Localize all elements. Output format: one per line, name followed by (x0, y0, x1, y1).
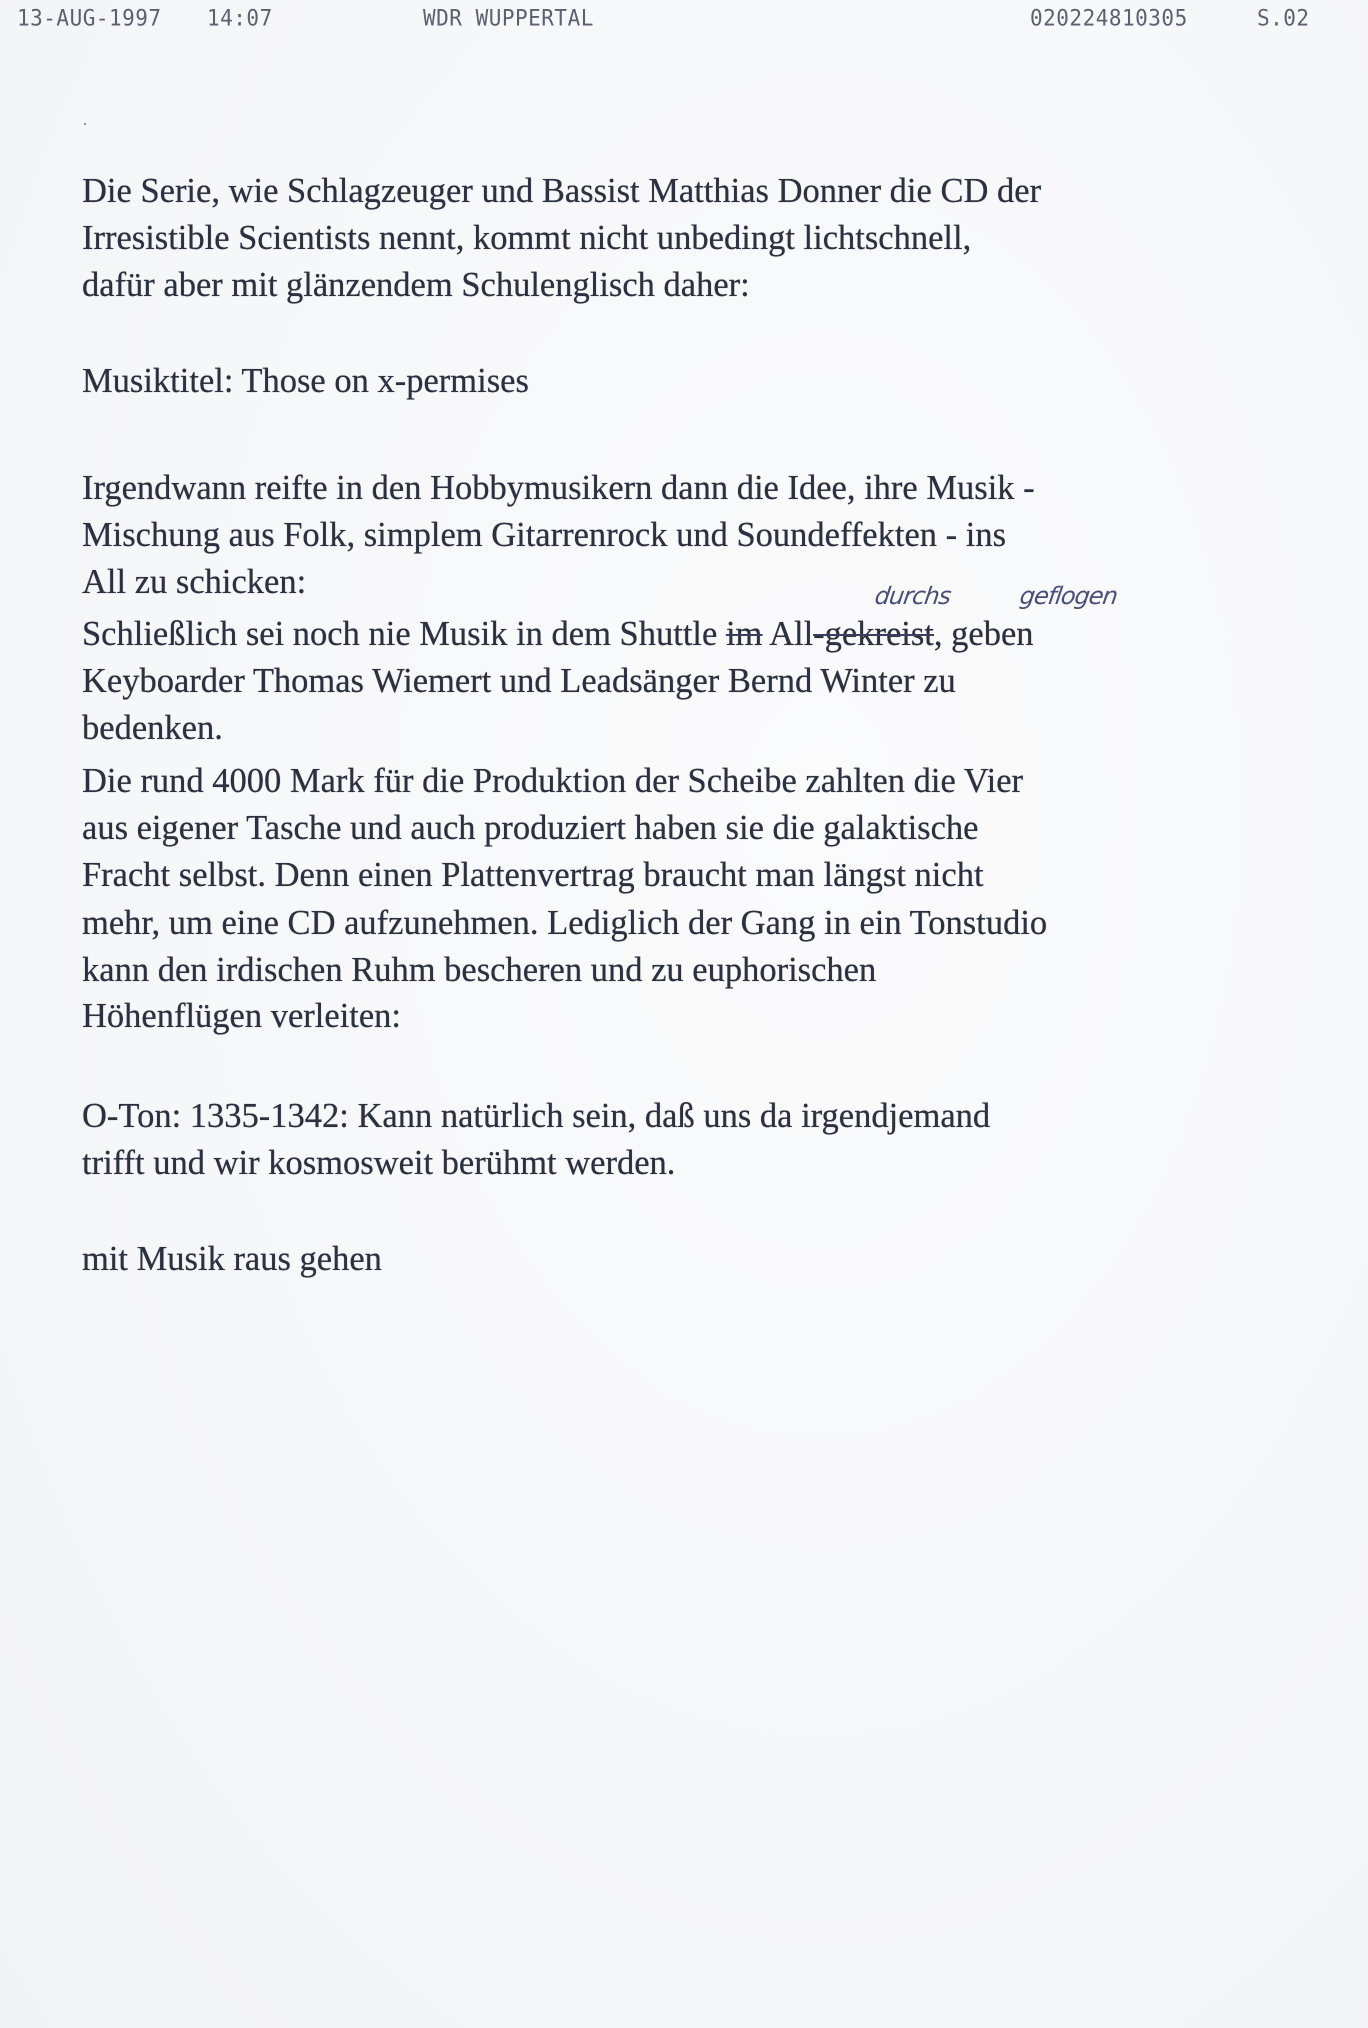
corrected-line (82, 617, 1034, 652)
fax-page-number: S.02 (1257, 5, 1310, 31)
text-line: trifft und wir kosmosweit berühmt werden. (82, 1144, 676, 1182)
text-line: Höhenflügen verleiten: (82, 997, 402, 1035)
text-line: Irresistible Scientists nennt, kommt nicht unbedingt lichtschnell, (82, 219, 972, 257)
text-line: Keyboarder Thomas Wiemert und Leadsänger Bernd Winter zu (82, 662, 956, 700)
fax-date: 13-AUG-1997 (17, 5, 162, 31)
text-line: Mischung aus Folk, simplem Gitarrenrock und Soundeffekten - ins (82, 516, 1007, 554)
text-line: kann den irdischen Ruhm bescheren und zu euphorischen (82, 951, 877, 989)
fax-time: 14:07 (207, 5, 273, 31)
text-line: O-Ton: 1335-1342: Kann natürlich sein, daß uns da irgendjemand (82, 1097, 991, 1135)
text-segment: , geben (933, 615, 1034, 653)
text-line: mehr, um eine CD aufzunehmen. Lediglich der Gang in ein Tonstudio (82, 904, 1048, 942)
text-line: Die Serie, wie Schlagzeuger und Bassist Matthias Donner die CD der (82, 172, 1042, 210)
text-segment: All (762, 615, 814, 653)
handwritten-correction: geflogen (1018, 582, 1119, 610)
text-line: Fracht selbst. Denn einen Plattenvertrag braucht man längst nicht (82, 856, 984, 894)
scan-speck (84, 123, 86, 125)
text-line: Die rund 4000 Mark für die Produktion der Scheibe zahlten die Vier (82, 762, 1024, 800)
text-line: bedenken. (82, 709, 223, 747)
text-line: Irgendwann reifte in den Hobbymusikern dann die Idee, ihre Musik - (82, 469, 1035, 507)
handwritten-correction: durchs (873, 582, 953, 610)
text-line: All zu schicken: (82, 563, 307, 601)
text-segment: Schließlich sei noch nie Musik in dem Shuttle (82, 615, 726, 653)
fax-sender: WDR WUPPERTAL (423, 5, 594, 31)
text-line: aus eigener Tasche und auch produziert haben sie die galaktische (82, 809, 979, 847)
music-title: Musiktitel: Those on x-permises (82, 362, 529, 400)
struck-word: -gekreist (813, 615, 934, 653)
closing-instruction: mit Musik raus gehen (82, 1240, 382, 1278)
fax-number: 020224810305 (1030, 5, 1188, 31)
text-line: dafür aber mit glänzendem Schulenglisch daher: (82, 266, 750, 304)
struck-word: im (725, 615, 763, 653)
